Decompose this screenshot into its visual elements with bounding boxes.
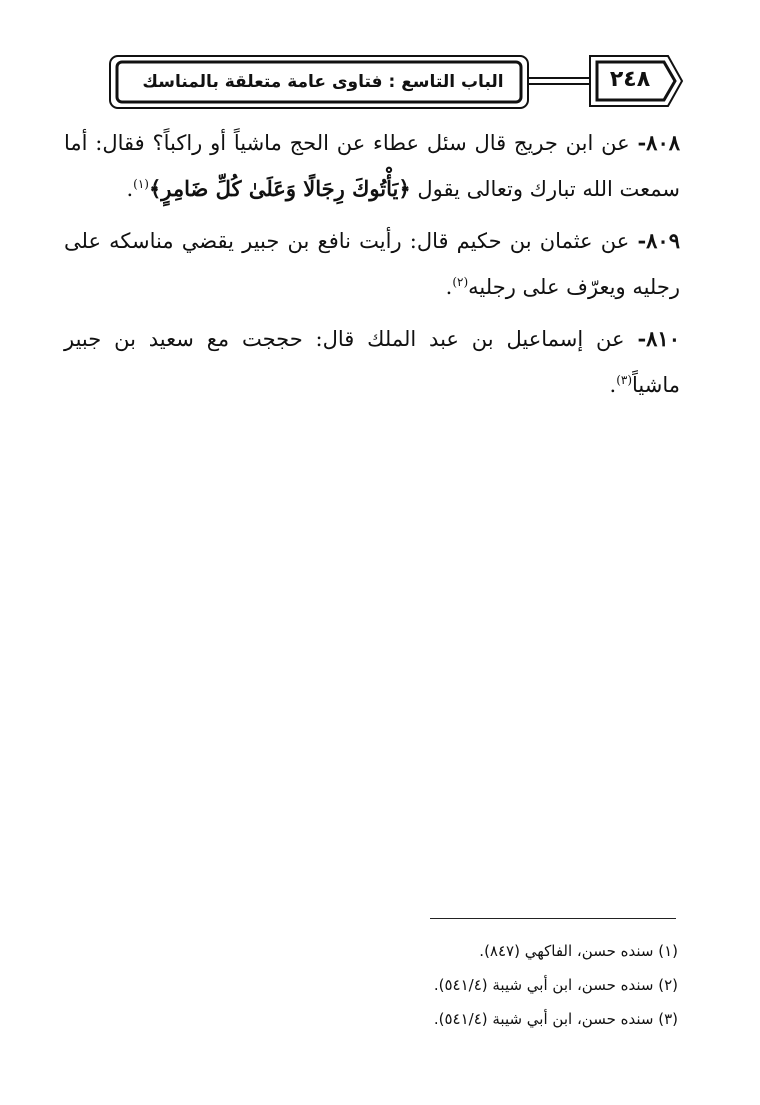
footnote-ref: (٣) — [616, 373, 633, 387]
entry-end: . — [445, 275, 453, 299]
entry-809 — [64, 218, 680, 310]
footnotes — [300, 934, 678, 1036]
footnote-3: (٣) سنده حسن، ابن أبي شيبة (٥٤١/٤). — [433, 1010, 678, 1028]
entry-number: ٨١٠- — [637, 326, 680, 351]
footnote-ref: (٢) — [452, 275, 469, 289]
entry-810 — [64, 316, 680, 408]
entry-number: ٨٠٨- — [637, 130, 681, 155]
entry-number: ٨٠٩- — [637, 228, 680, 253]
footnote-1: (١) سنده حسن، الفاكهي (٨٤٧). — [479, 942, 678, 960]
page-header — [0, 0, 760, 120]
footnote-ref: (١) — [133, 177, 149, 191]
entry-text: عن إسماعيل بن عبد الملك قال: حججت مع سعيد بن جبير ماشياً — [64, 327, 680, 397]
entry-end: . — [126, 177, 134, 201]
page-number: ٢٤٨ — [609, 67, 651, 92]
footnote-2: (٢) سنده حسن، ابن أبي شيبة (٥٤١/٤). — [433, 976, 678, 994]
entry-end: . — [609, 373, 617, 397]
footnote-divider — [430, 918, 676, 919]
main-text — [64, 120, 680, 414]
entry-text: عن عثمان بن حكيم قال: رأيت نافع بن جبير يقضي مناسكه على رجليه ويعرّف على رجليه — [64, 229, 680, 299]
chapter-title: الباب التاسع : فتاوى عامة متعلقة بالمناسك — [142, 72, 504, 92]
quran-verse: ﴿يَأْتُوكَ رِجَالًا وَعَلَىٰ كُلِّ ضَامِرٍ﴾ — [148, 176, 411, 201]
entry-808 — [64, 120, 680, 212]
entry-text: عن ابن جريج قال سئل عطاء عن الحج ماشياً أو راكباً؟ فقال: أما سمعت الله تبارك وتعالى يقول — [64, 131, 680, 201]
